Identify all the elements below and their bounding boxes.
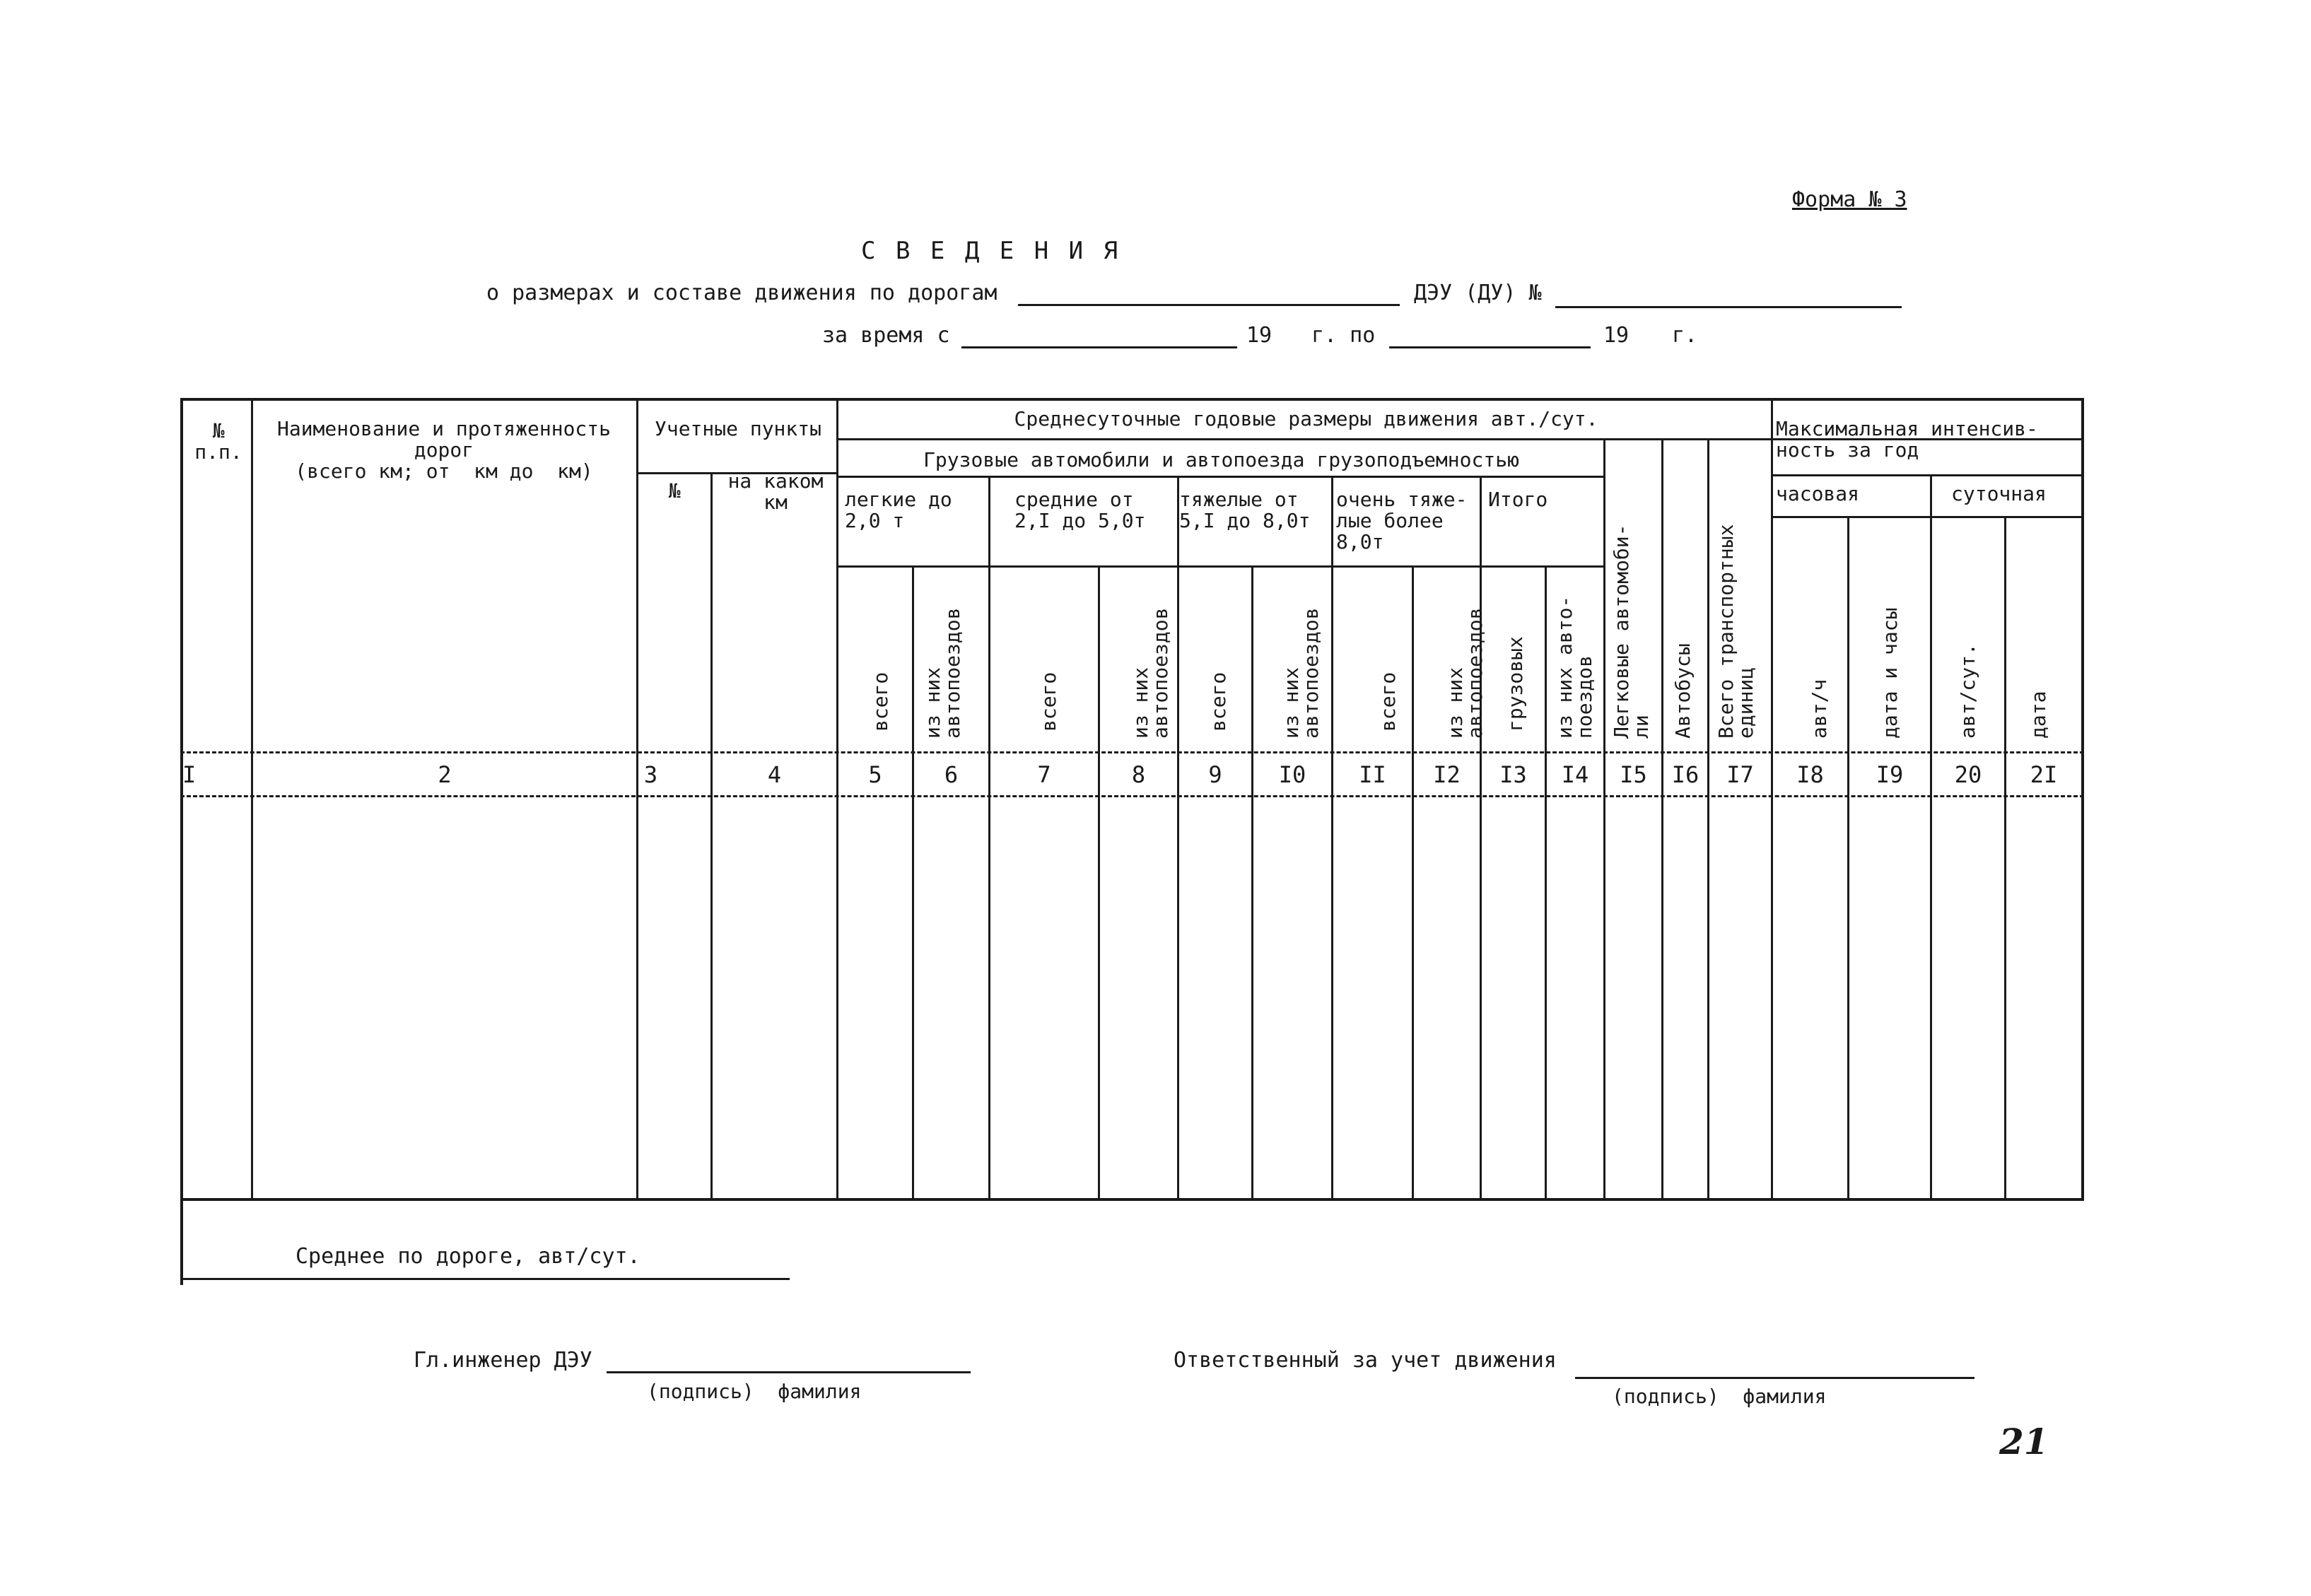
col-num-15: I5 — [1620, 761, 1647, 788]
daily-header: суточная — [1951, 482, 2047, 505]
period-end-blank[interactable] — [1389, 346, 1591, 348]
very-heavy-trains-header: из них автопоездов — [1444, 607, 1487, 739]
col-number-header: № п.п. — [194, 419, 242, 464]
medium-trains-header: из них автопоездов — [1129, 607, 1172, 739]
chief-engineer-label: Гл.инженер ДЭУ — [414, 1348, 592, 1373]
max-intensity-header: Максимальная интенсив- ность за год — [1776, 417, 2038, 462]
col-num-21: 2I — [2030, 761, 2058, 788]
col-num-10: I0 — [1278, 761, 1306, 788]
hourly-header: часовая — [1776, 482, 1860, 505]
veh-per-hour-header: авт/ч — [1808, 679, 1831, 739]
point-number-header: № — [668, 479, 681, 503]
col-num-3: 3 — [643, 761, 658, 788]
total-trains-sub-header: из них авто- поездов — [1553, 595, 1596, 739]
col-num-18: I8 — [1796, 761, 1824, 788]
col-num-1: I — [182, 761, 197, 788]
col-num-8: 8 — [1131, 761, 1146, 788]
average-label: Среднее по дороге, авт/сут. — [296, 1244, 640, 1269]
chief-engineer-signature-line[interactable] — [607, 1371, 971, 1373]
year-suffix: г. — [1672, 323, 1698, 348]
road-name-header: Наименование и протяженность дорог (всего км; от км до км) — [276, 417, 611, 483]
light-total-header: всего — [869, 671, 892, 732]
document-title: С В Е Д Е Н И Я — [861, 237, 1121, 265]
counting-points-header: Учетные пункты — [654, 417, 821, 440]
point-km-header: на каком км — [727, 469, 824, 514]
col-num-20: 20 — [1954, 761, 1982, 788]
avg-daily-header: Среднесуточные годовые размеры движения авт./сут. — [1014, 407, 1598, 430]
col-num-16: I6 — [1671, 761, 1699, 788]
responsible-signature-line[interactable] — [1575, 1377, 1974, 1379]
subtitle-text: о размерах и составе движения по дорогам — [486, 281, 997, 305]
page-number: 21 — [1999, 1421, 2049, 1462]
col-num-9: 9 — [1208, 761, 1222, 788]
very-heavy-trucks-header: очень тяже- лые более 8,0т — [1336, 488, 1468, 553]
col-num-12: I2 — [1433, 761, 1461, 788]
buses-header: Автобусы — [1671, 643, 1695, 739]
medium-total-header: всего — [1037, 671, 1060, 732]
date-hours-header: дата и часы — [1878, 607, 1902, 739]
heavy-trucks-header: тяжелые от 5,I до 8,0т — [1179, 488, 1311, 532]
period-to: г. по — [1311, 323, 1376, 348]
col-num-4: 4 — [767, 761, 782, 788]
year-prefix-2: 19 — [1603, 323, 1630, 348]
col-num-13: I3 — [1499, 761, 1527, 788]
trucks-header: Грузовые автомобили и автопоезда грузоподъемностью — [923, 448, 1519, 471]
total-trucks-header: Итого — [1488, 488, 1548, 511]
date-header: дата — [2027, 691, 2050, 739]
col-num-5: 5 — [868, 761, 882, 788]
light-trucks-header: легкие до 2,0 т — [845, 488, 952, 532]
dep-number-blank-line[interactable] — [1555, 306, 1902, 308]
veh-per-day-header: авт/сут. — [1956, 643, 1979, 739]
period-prefix: за время с — [822, 323, 950, 348]
heavy-trains-header: из них автопоездов — [1280, 607, 1323, 739]
medium-trucks-header: средние от 2,I до 5,0т — [1014, 488, 1146, 532]
col-num-14: I4 — [1561, 761, 1589, 788]
col-num-2: 2 — [438, 761, 452, 788]
period-start-blank[interactable] — [961, 346, 1237, 348]
total-trucks-sub-header: грузовых — [1504, 636, 1527, 732]
col-num-19: I9 — [1876, 761, 1904, 788]
year-prefix-1: 19 — [1246, 323, 1272, 348]
light-trains-header: из них автопоездов — [921, 607, 964, 739]
signature-caption-1: (подпись) фамилия — [647, 1380, 862, 1403]
signature-caption-2: (подпись) фамилия — [1612, 1385, 1827, 1408]
col-num-6: 6 — [944, 761, 959, 788]
heavy-total-header: всего — [1207, 671, 1230, 732]
form-number: Форма № 3 — [1792, 187, 1907, 212]
col-num-17: I7 — [1726, 761, 1754, 788]
dep-label: ДЭУ (ДУ) № — [1414, 281, 1542, 305]
very-heavy-total-header: всего — [1376, 671, 1400, 732]
responsible-label: Ответственный за учет движения — [1174, 1348, 1557, 1373]
roads-blank-line[interactable] — [1018, 304, 1400, 306]
all-units-header: Всего транспортных единиц — [1714, 524, 1757, 739]
col-num-11: II — [1359, 761, 1386, 788]
cars-header: Легковые автомоби- ли — [1610, 524, 1653, 739]
col-num-7: 7 — [1037, 761, 1051, 788]
